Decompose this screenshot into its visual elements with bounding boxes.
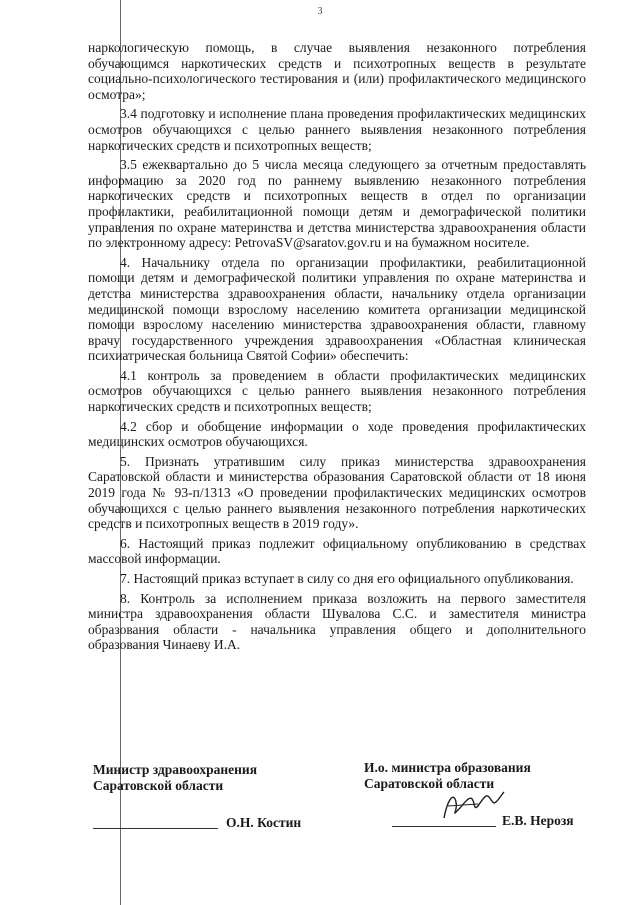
paragraph-4-1: 4.1 контроль за проведением в области профилактических медицинских осмотров обучающихся с целью раннего выявления незаконного потребления наркотических средств и психотропных веществ;: [88, 367, 586, 415]
signatory-title: И.о. министра образования: [364, 760, 531, 775]
signatory-name-left: О.Н. Костин: [226, 815, 302, 830]
page-number: 3: [317, 6, 323, 17]
signatory-name-right: Е.В. Нерозя: [502, 813, 574, 828]
paragraph-3-4: 3.4 подготовку и исполнение плана проведения профилактических медицинских осмотров обучающихся с целью раннего выявления незаконного потребления наркотических средств и психотропных веществ;: [88, 106, 586, 153]
signatory-region: Саратовской области: [93, 778, 224, 793]
signatory-title: Министр здравоохранения: [93, 762, 258, 777]
signatory-region: Саратовской области: [364, 776, 495, 791]
signature-line-left: [93, 828, 218, 829]
paragraph-4: 4. Начальнику отдела по организации профилактики, реабилитационной помощи детям и демографической политики управления по охране материнства и детства министерства здравоохранения области, начальнику отдела организации медицинской помощи взрослому населению комитета организации медицинской помощи взрослому населению министерства здравоохранения области, главному врачу государственного учреждения здравоохранения «Областная клиническая психиатрическая больница Святой Софии» обеспечить:: [88, 254, 586, 364]
paragraph-5: 5. Признать утратившим силу приказ министерства здравоохранения Саратовской области и министерства образования Саратовской области от 18 июня 2019 года № 93-п/1313 «О проведении профилактических медицинских осмотров обучающихся с целью раннего выявления незаконного потребления наркотических средств и психотропных веществ в 2019 году».: [88, 453, 586, 532]
handwritten-signature: [438, 788, 508, 824]
paragraph-3-5: 3.5 ежеквартально до 5 числа месяца следующего за отчетным предоставлять информацию за 2020 год по раннему выявлению незаконного потребления наркотических средств и психотропных веществ в отдел по организации профилактики, реабилитационной помощи детям и демографической политики управления по охране материнства и детства министерства здравоохранения области по электронному адресу: PetrovaSV@saratov.gov.ru и на бумажном носителе.: [88, 157, 586, 251]
document-body: [88, 40, 586, 657]
signature-block-health-minister: [93, 762, 257, 794]
paragraph-6: 6. Настоящий приказ подлежит официальному опубликованию в средствах массовой информации.: [88, 535, 586, 567]
paragraph-continuation: наркологическую помощь, в случае выявления незаконного потребления обучающимся наркотических средств и психотропных веществ в результате социально-психологического тестирования и (или) профилактического медицинского осмотра»;: [88, 40, 586, 102]
paragraph-8: 8. Контроль за исполнением приказа возложить на первого заместителя министра здравоохранения области Шувалова С.С. и заместителя министра образования области - начальника управления общего и дополнительного образования Чинаеву И.А.: [88, 590, 586, 653]
paragraph-4-2: 4.2 сбор и обобщение информации о ходе проведения профилактических медицинских осмотров обучающихся.: [88, 418, 586, 450]
signature-line-right: [392, 826, 496, 827]
paragraph-7: 7. Настоящий приказ вступает в силу со дня его официального опубликования.: [120, 571, 574, 586]
